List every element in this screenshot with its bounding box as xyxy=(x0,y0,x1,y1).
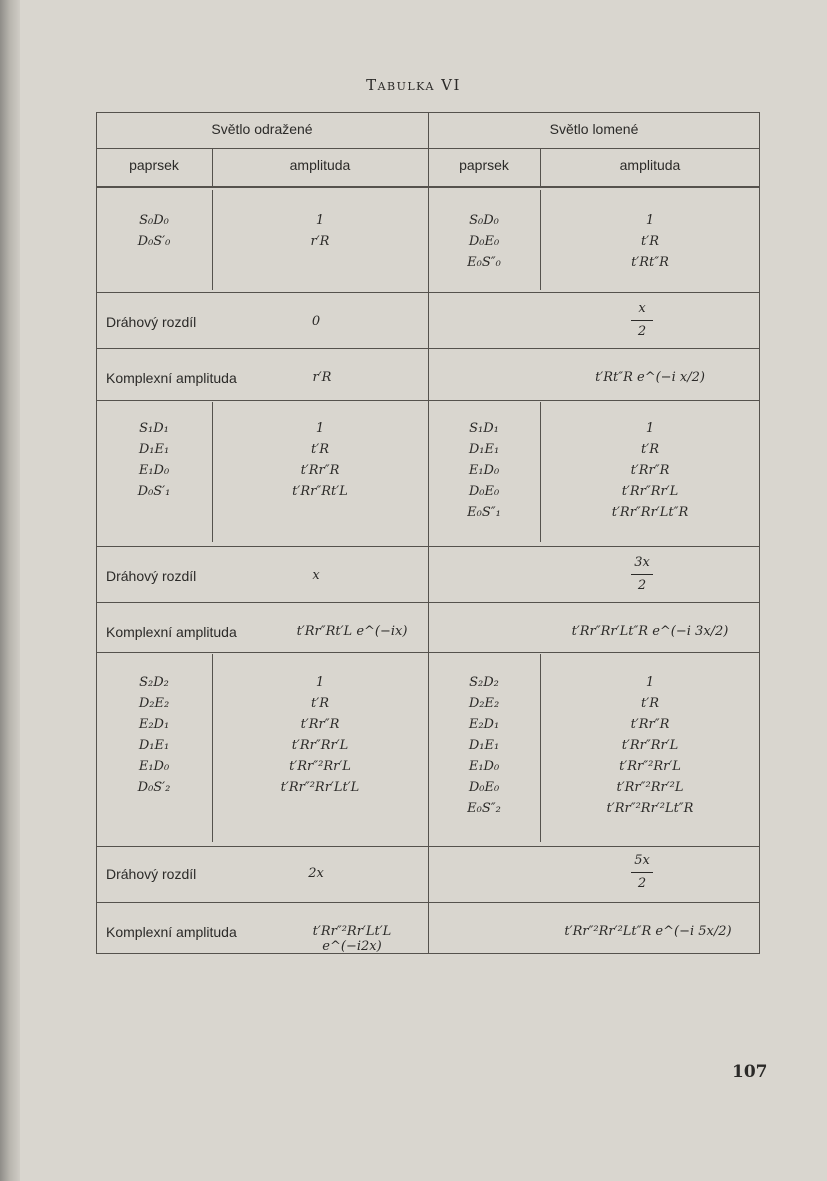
subcol-divider xyxy=(540,654,541,842)
ray: D₁E₁ xyxy=(468,442,500,457)
block1-refr-amps xyxy=(550,418,750,523)
ray: D₁E₁ xyxy=(138,442,170,457)
ray: S₀D₀ xyxy=(139,213,169,228)
block1-refr-rays xyxy=(438,418,530,523)
block1-refl-amps xyxy=(222,418,418,502)
subcol-divider xyxy=(212,402,213,542)
block1-refl-rays xyxy=(106,418,202,502)
ray: E₁D₀ xyxy=(468,759,500,774)
ray: D₁E₁ xyxy=(468,738,500,753)
header-double-rule xyxy=(96,186,760,188)
ray: D₂E₂ xyxy=(138,696,170,711)
complex-amp-label: Komplexní amplituda xyxy=(106,924,237,940)
row-rule xyxy=(96,400,760,401)
ray: D₀S′₀ xyxy=(137,234,171,249)
row-rule xyxy=(96,846,760,847)
block0-refl-amps xyxy=(222,210,418,252)
col-ray-refracted: paprsek xyxy=(459,157,509,173)
amplitude: t′Rr″²Rr′²Lt″R xyxy=(606,801,694,816)
subcol-divider xyxy=(540,190,541,290)
amplitude: t′Rr″R xyxy=(630,463,670,478)
ray: E₀S″₂ xyxy=(467,801,501,816)
amplitude: t′Rr″Rr′L xyxy=(621,738,679,753)
refl-path-diff: x xyxy=(312,568,320,583)
ray: D₀E₀ xyxy=(468,484,500,499)
path-diff-label: Dráhový rozdíl xyxy=(106,866,197,882)
amplitude: t′R xyxy=(641,696,659,711)
ray: S₁D₁ xyxy=(469,421,499,436)
amplitude: t′Rr″Rt′L xyxy=(292,484,348,499)
row-rule xyxy=(96,902,760,903)
ray: E₂D₁ xyxy=(468,717,500,732)
amplitude: t′Rr″²Rr′L xyxy=(619,759,681,774)
ray: D₀E₀ xyxy=(468,780,500,795)
ray: S₀D₀ xyxy=(469,213,499,228)
refr-path-diff: 5x 2 xyxy=(612,852,672,893)
subcol-divider xyxy=(540,402,541,542)
header-refracted: Světlo lomené xyxy=(549,121,639,137)
refr-complex-amp: t′Rt″R e^(−i x/2) xyxy=(595,370,705,385)
header-rule xyxy=(96,148,760,149)
subcol-divider xyxy=(540,148,541,186)
table-border-right xyxy=(759,112,760,954)
amplitude: t′Rr″²Rr′²L xyxy=(616,780,684,795)
path-diff-label: Dráhový rozdíl xyxy=(106,568,197,584)
center-divider xyxy=(428,112,429,954)
amplitude: t′Rt″R xyxy=(631,255,669,270)
refl-path-diff: 0 xyxy=(311,314,321,329)
ray: S₁D₁ xyxy=(139,421,169,436)
amplitude: t′Rr″R xyxy=(300,463,340,478)
refl-complex-amp: r′R xyxy=(312,370,332,385)
amplitude: 1 xyxy=(315,675,325,690)
ray: D₂E₂ xyxy=(468,696,500,711)
path-diff-label: Dráhový rozdíl xyxy=(106,314,197,330)
refr-complex-amp: t′Rr″²Rr′²Lt″R e^(−i 5x/2) xyxy=(564,924,732,939)
table-title: Tabulka VI xyxy=(366,76,461,94)
ray: E₀S″₀ xyxy=(467,255,501,270)
col-amp-refracted: amplituda xyxy=(619,157,681,173)
refr-path-diff: x 2 xyxy=(612,300,672,341)
row-rule xyxy=(96,546,760,547)
block0-refr-amps xyxy=(550,210,750,273)
ray: D₀E₀ xyxy=(468,234,500,249)
ray: E₁D₀ xyxy=(138,463,170,478)
col-amp-reflected: amplituda xyxy=(289,157,351,173)
row-rule xyxy=(96,348,760,349)
amplitude: t′Rr″²Rr′L xyxy=(289,759,351,774)
refr-path-diff: 3x 2 xyxy=(612,554,672,595)
complex-amp-label: Komplexní amplituda xyxy=(106,370,237,386)
ray: E₀S″₁ xyxy=(467,505,501,520)
ray: S₂D₂ xyxy=(139,675,169,690)
amplitude: t′R xyxy=(641,442,659,457)
amplitude: t′R xyxy=(311,442,329,457)
ray: S₂D₂ xyxy=(469,675,499,690)
ray: D₀S′₂ xyxy=(137,780,171,795)
row-rule xyxy=(96,602,760,603)
amplitude: t′Rr″²Rr′Lt′L xyxy=(280,780,360,795)
amplitude: t′Rr″R xyxy=(300,717,340,732)
amplitude: 1 xyxy=(645,421,655,436)
page-number: 107 xyxy=(732,1062,768,1082)
header-reflected: Světlo odražené xyxy=(211,121,313,137)
amplitude: 1 xyxy=(645,675,655,690)
amplitude: t′R xyxy=(641,234,659,249)
ray: D₀S′₁ xyxy=(137,484,171,499)
refr-complex-amp: t′Rr″Rr′Lt″R e^(−i 3x/2) xyxy=(571,624,729,639)
col-ray-reflected: paprsek xyxy=(129,157,179,173)
block2-refl-rays xyxy=(106,672,202,798)
amplitude: t′Rr″Rr′L xyxy=(621,484,679,499)
subcol-divider xyxy=(212,190,213,290)
block0-refl-rays xyxy=(106,210,202,252)
row-rule xyxy=(96,292,760,293)
block2-refr-rays xyxy=(438,672,530,819)
amplitude: 1 xyxy=(315,213,325,228)
refl-path-diff: 2x xyxy=(308,866,324,881)
block0-refr-rays xyxy=(438,210,530,273)
ray: E₁D₀ xyxy=(138,759,170,774)
table-border-left xyxy=(96,112,97,954)
amplitude: r′R xyxy=(310,234,330,249)
book-binding-shadow xyxy=(0,0,20,1181)
amplitude: t′Rr″Rr′Lt″R xyxy=(611,505,689,520)
amplitude: 1 xyxy=(645,213,655,228)
amplitude: t′Rr″Rr′L xyxy=(291,738,349,753)
refl-complex-amp: t′Rr″Rt′L e^(−ix) xyxy=(296,624,408,639)
block2-refl-amps xyxy=(222,672,418,798)
complex-amp-label: Komplexní amplituda xyxy=(106,624,237,640)
row-rule xyxy=(96,652,760,653)
amplitude: t′Rr″R xyxy=(630,717,670,732)
amplitude: t′R xyxy=(311,696,329,711)
refl-complex-amp: t′Rr″²Rr′Lt′L e^(−i2x) xyxy=(312,924,392,954)
subcol-divider xyxy=(212,148,213,186)
block2-refr-amps xyxy=(550,672,750,819)
table xyxy=(96,112,760,954)
ray: E₂D₁ xyxy=(138,717,170,732)
amplitude: 1 xyxy=(315,421,325,436)
ray: D₁E₁ xyxy=(138,738,170,753)
subcol-divider xyxy=(212,654,213,842)
ray: E₁D₀ xyxy=(468,463,500,478)
